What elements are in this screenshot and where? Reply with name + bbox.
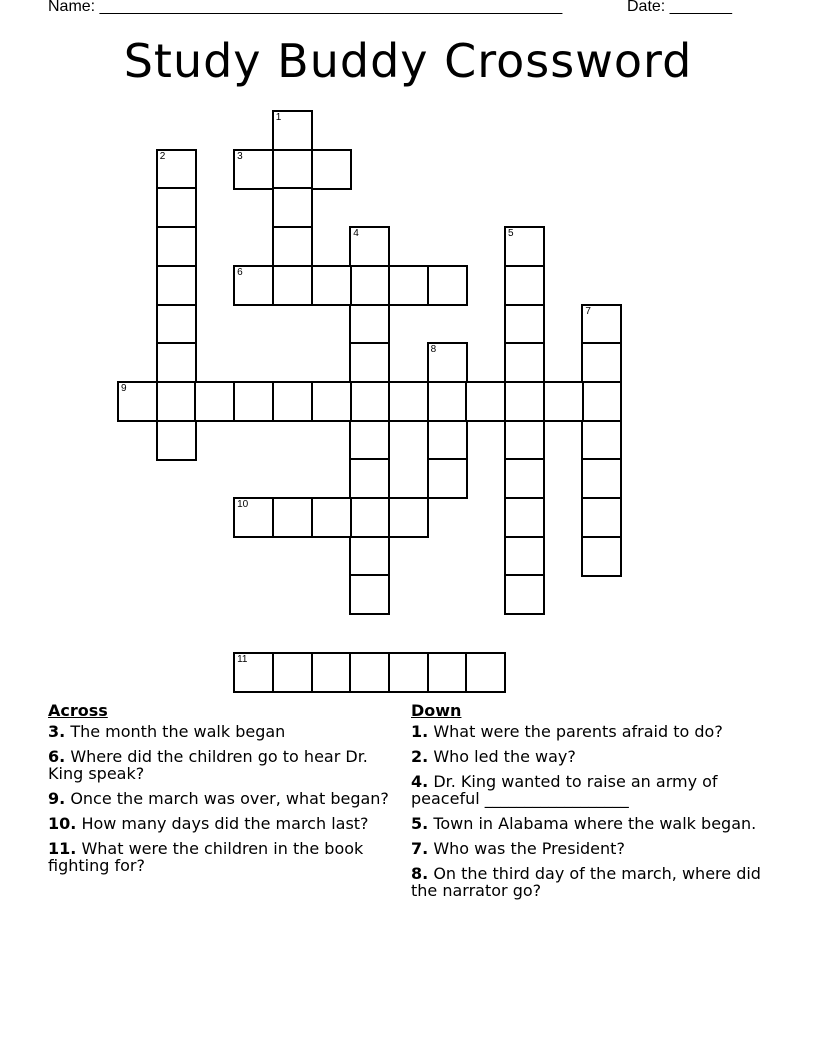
clue-text: On the third day of the march, where did the narrator go? bbox=[411, 864, 761, 900]
clue-text: Who led the way? bbox=[433, 747, 576, 766]
crossword-cell[interactable] bbox=[388, 652, 429, 693]
clue-number: 5 bbox=[411, 814, 423, 833]
crossword-cell[interactable] bbox=[427, 342, 468, 383]
crossword-cell[interactable] bbox=[504, 536, 545, 577]
across-clue: 11. What were the children in the book fighting for? bbox=[48, 839, 364, 875]
clue-number: 6 bbox=[48, 747, 60, 766]
crossword-cell[interactable] bbox=[427, 458, 468, 499]
clue-number: 11 bbox=[48, 839, 71, 858]
crossword-cell[interactable] bbox=[349, 536, 390, 577]
across-clue: 9. Once the march was over, what began? bbox=[48, 789, 389, 808]
clue-text: The month the walk began bbox=[70, 722, 286, 741]
crossword-cell[interactable] bbox=[504, 265, 545, 306]
clue-number: 8 bbox=[411, 864, 423, 883]
clue-text: Town in Alabama where the walk began. bbox=[433, 814, 757, 833]
crossword-cell[interactable] bbox=[156, 226, 197, 267]
clue-text: How many days did the march last? bbox=[81, 814, 369, 833]
clue-number: 10 bbox=[48, 814, 71, 833]
crossword-cell[interactable] bbox=[233, 149, 274, 190]
crossword-cell[interactable] bbox=[156, 420, 197, 461]
crossword-cell[interactable] bbox=[272, 110, 313, 151]
down-clues bbox=[411, 702, 761, 907]
crossword-cell[interactable] bbox=[504, 381, 545, 422]
crossword-cell[interactable] bbox=[504, 226, 545, 267]
crossword-cell[interactable] bbox=[117, 381, 158, 422]
cell-number: 3 bbox=[237, 150, 243, 162]
crossword-cell[interactable] bbox=[504, 497, 545, 538]
down-clue: 1. What were the parents afraid to do? bbox=[411, 722, 723, 741]
crossword-cell[interactable] bbox=[233, 497, 274, 538]
crossword-cell[interactable] bbox=[272, 381, 313, 422]
crossword-cell[interactable] bbox=[581, 342, 622, 383]
crossword-cell[interactable] bbox=[581, 381, 622, 422]
clue-text: Once the march was over, what began? bbox=[70, 789, 389, 808]
cell-number: 1 bbox=[275, 112, 282, 123]
crossword-cell[interactable] bbox=[194, 381, 235, 422]
crossword-cell[interactable] bbox=[311, 497, 352, 538]
cell-number: 10 bbox=[237, 499, 249, 510]
crossword-cell[interactable] bbox=[388, 497, 429, 538]
crossword-cell[interactable] bbox=[233, 265, 274, 306]
across-clue: 6. Where did the children go to hear Dr. King speak? bbox=[48, 747, 368, 783]
clue-number: 7 bbox=[411, 839, 423, 858]
cell-number: 2 bbox=[159, 150, 166, 162]
crossword-cell[interactable] bbox=[349, 226, 390, 267]
crossword-cell[interactable] bbox=[349, 304, 390, 345]
clue-text: Who was the President? bbox=[433, 839, 625, 858]
down-clue: 2. Who led the way? bbox=[411, 747, 576, 766]
crossword-cell[interactable] bbox=[427, 265, 468, 306]
crossword-cell[interactable] bbox=[581, 304, 622, 345]
clue-number: 1 bbox=[411, 722, 423, 741]
crossword-cell[interactable] bbox=[156, 304, 197, 345]
cell-number: 8 bbox=[430, 344, 437, 356]
clue-number: 9 bbox=[48, 789, 60, 808]
across-clue: 3. The month the walk began bbox=[48, 722, 286, 741]
crossword-cell[interactable] bbox=[504, 458, 545, 499]
cell-number: 7 bbox=[585, 305, 591, 317]
crossword-cell[interactable] bbox=[581, 536, 622, 577]
down-heading: Down bbox=[411, 701, 462, 720]
crossword-cell[interactable] bbox=[349, 497, 390, 538]
across-heading: Across bbox=[48, 701, 108, 720]
clue-number: 2 bbox=[411, 747, 423, 766]
crossword-cell[interactable] bbox=[272, 187, 313, 228]
crossword-cell[interactable] bbox=[156, 187, 197, 228]
across-clue: 10. How many days did the march last? bbox=[48, 814, 369, 833]
down-clue: 7. Who was the President? bbox=[411, 839, 625, 858]
clue-text: Dr. King wanted to raise an army of peaceful __________________ bbox=[411, 772, 718, 808]
date-field-label: Date: _______ bbox=[627, 0, 732, 15]
crossword-cell[interactable] bbox=[427, 420, 468, 461]
crossword-cell[interactable] bbox=[311, 652, 352, 693]
crossword-cell[interactable] bbox=[272, 226, 313, 267]
crossword-cell[interactable] bbox=[311, 381, 352, 422]
cell-number: 6 bbox=[237, 266, 243, 278]
crossword-cell[interactable] bbox=[349, 458, 390, 499]
crossword-cell[interactable] bbox=[581, 497, 622, 538]
crossword-cell[interactable] bbox=[349, 420, 390, 461]
name-field-label: Name: ____________________________________________________ bbox=[48, 0, 563, 15]
clue-text: What were the children in the book fighting for? bbox=[48, 839, 364, 875]
clue-text: What were the parents afraid to do? bbox=[433, 722, 723, 741]
crossword-cell[interactable] bbox=[272, 265, 313, 306]
crossword-cell[interactable] bbox=[388, 265, 429, 306]
crossword-cell[interactable] bbox=[427, 652, 468, 693]
down-clue: 8. On the third day of the march, where did the narrator go? bbox=[411, 864, 761, 900]
crossword-cell[interactable] bbox=[388, 381, 429, 422]
crossword-cell[interactable] bbox=[504, 420, 545, 461]
down-clue: 5. Town in Alabama where the walk began. bbox=[411, 814, 757, 833]
crossword-cell[interactable] bbox=[156, 342, 197, 383]
crossword-cell[interactable] bbox=[272, 497, 313, 538]
cell-number: 4 bbox=[353, 228, 359, 240]
crossword-cell[interactable] bbox=[311, 149, 352, 190]
cell-number: 5 bbox=[508, 228, 514, 240]
crossword-cell[interactable] bbox=[233, 652, 274, 693]
down-clue: 4. Dr. King wanted to raise an army of peaceful __________________ bbox=[411, 772, 718, 808]
crossword-cell[interactable] bbox=[156, 381, 197, 422]
crossword-cell[interactable] bbox=[156, 149, 197, 190]
crossword-cell[interactable] bbox=[233, 381, 274, 422]
crossword-cell[interactable] bbox=[349, 652, 390, 693]
crossword-cell[interactable] bbox=[311, 265, 352, 306]
crossword-cell[interactable] bbox=[349, 381, 390, 422]
crossword-cell[interactable] bbox=[272, 652, 313, 693]
crossword-cell[interactable] bbox=[581, 458, 622, 499]
clue-text: Where did the children go to hear Dr. King speak? bbox=[48, 747, 368, 783]
cell-number: 9 bbox=[121, 382, 127, 394]
crossword-cell[interactable] bbox=[504, 574, 545, 615]
crossword-cell[interactable] bbox=[427, 381, 468, 422]
cell-number: 11 bbox=[237, 653, 248, 665]
page-title: Study Buddy Crossword bbox=[123, 34, 693, 88]
crossword-cell[interactable] bbox=[543, 381, 584, 422]
crossword-cell[interactable] bbox=[272, 149, 313, 190]
crossword-cell[interactable] bbox=[504, 304, 545, 345]
clue-number: 4 bbox=[411, 772, 423, 791]
crossword-cell[interactable] bbox=[465, 381, 506, 422]
clue-number: 3 bbox=[48, 722, 60, 741]
crossword-cell[interactable] bbox=[581, 420, 622, 461]
across-clues bbox=[48, 702, 398, 882]
crossword-cell[interactable] bbox=[504, 342, 545, 383]
crossword-cell[interactable] bbox=[349, 265, 390, 306]
crossword-cell[interactable] bbox=[156, 265, 197, 306]
crossword-cell[interactable] bbox=[349, 574, 390, 615]
crossword-cell[interactable] bbox=[465, 652, 506, 693]
crossword-cell[interactable] bbox=[349, 342, 390, 383]
